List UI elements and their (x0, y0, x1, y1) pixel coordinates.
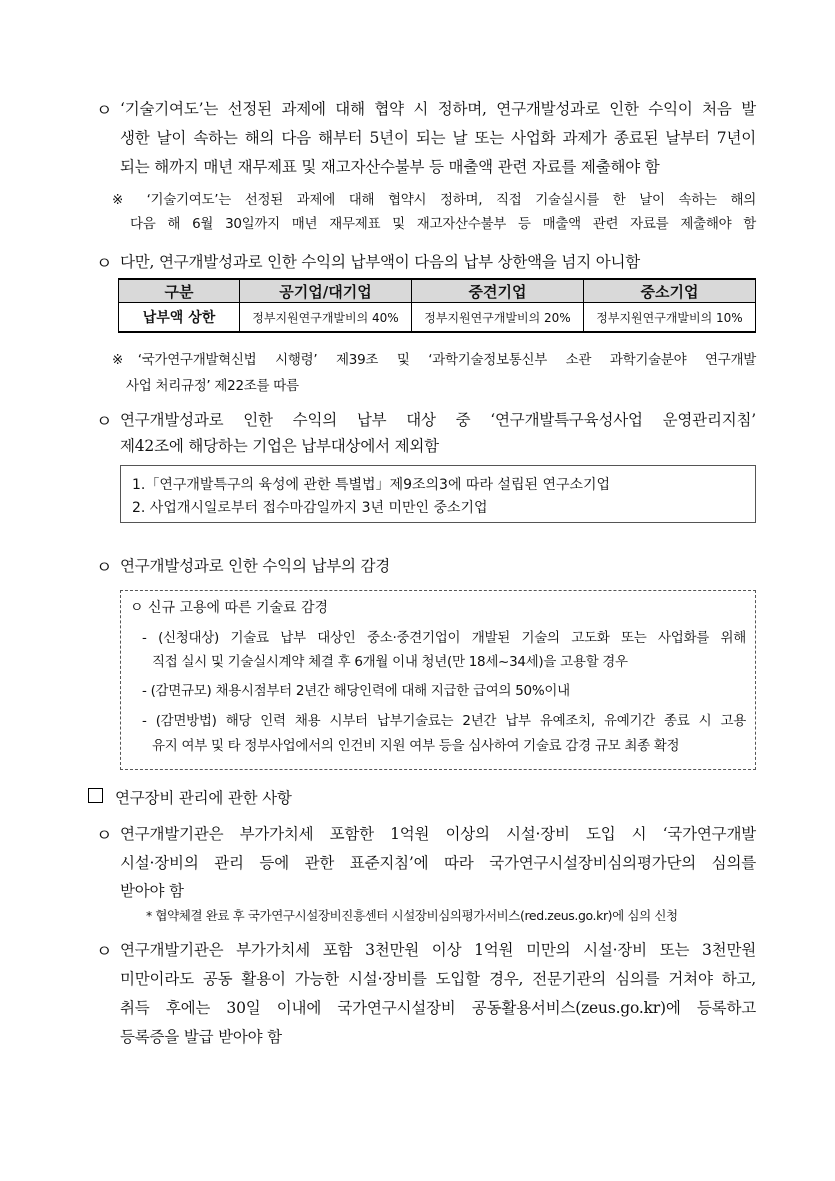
note-line: * 협약체결 완료 후 국가연구시설장비진흥센터 시설장비심의평가서비스(red.zeus.go.kr)에 심의 신청 (146, 908, 678, 923)
bullet-marker: ㅇ (96, 254, 113, 274)
table-cell: 정부지원연구개발비의 20% (412, 303, 584, 333)
paragraph-line: 제42조에 해당하는 기업은 납부대상에서 제외함 (120, 437, 439, 455)
paragraph-line: 연구개발기관은 부가가치세 포함 3천만원 이상 1억원 미만의 시설·장비 또는 3천만원 (120, 941, 756, 959)
paragraph-line: 등록증을 발급 받아야 함 (120, 1028, 282, 1046)
payment-cap-table (118, 278, 756, 333)
paragraph-line: 연구개발성과로 인한 수익의 납부 대상 중 ‘연구개발특구육성사업 운영관리지침’ (120, 411, 756, 429)
reduction-item: - (감면방법) 해당 인력 채용 시부터 납부기술료는 2년간 납부 유예조치, 유예기간 종료 시 고용 (142, 713, 746, 729)
reduction-item: 직접 실시 및 기술실시계약 체결 후 6개월 이내 청년(만 18세~34세)을 고용할 경우 (152, 654, 628, 670)
table-header: 중견기업 (412, 279, 584, 303)
table-header: 공기업/대기업 (240, 279, 412, 303)
checkbox-square-icon (88, 788, 103, 803)
note-line: ※ ‘기술기여도’는 선정된 과제에 대해 협약시 정하며, 직접 기술실시를 한 날이 속하는 해의 (112, 192, 756, 208)
table-cell: 정부지원연구개발비의 10% (584, 303, 756, 333)
bullet-marker: ㅇ (96, 412, 113, 432)
exemption-item: 2. 사업개시일로부터 접수마감일까지 3년 미만인 중소기업 (132, 500, 488, 516)
paragraph-line: 연구개발기관은 부가가치세 포함한 1억원 이상의 시설·장비 도입 시 ‘국가연구개발 (120, 825, 756, 843)
reduction-item: - (신청대상) 기술료 납부 대상인 중소·중견기업이 개발된 기술의 고도화 또는 사업화를 위해 (142, 630, 746, 646)
reduction-title: ㅇ 신규 고용에 따른 기술료 감경 (130, 600, 329, 616)
note-line: 다음 해 6월 30일까지 매년 재무제표 및 재고자산수불부 등 매출액 관련 자료를 제출해야 함 (130, 216, 756, 232)
paragraph-line: 받아야 함 (120, 882, 184, 900)
note-line: ※‘국가연구개발혁신법 시행령’ 제39조 및 ‘과학기술정보통신부 소관 과학기술분야 연구개발 (112, 352, 756, 368)
bullet-marker: ㅇ (96, 942, 113, 962)
paragraph-line: 시설·장비의 관리 등에 관한 표준지침’에 따라 국가연구시설장비심의평가단의 심의를 (120, 854, 756, 872)
paragraph-line: 미만이라도 공동 활용이 가능한 시설·장비를 도입할 경우, 전문기관의 심의를 거쳐야 하고, (120, 970, 756, 988)
paragraph-line: 취득 후에는 30일 이내에 국가연구시설장비 공동활용서비스(zeus.go.kr)에 등록하고 (120, 999, 756, 1017)
paragraph-line: 연구개발성과로 인한 수익의 납부의 감경 (120, 557, 391, 575)
table-cell: 정부지원연구개발비의 40% (240, 303, 412, 333)
bullet-marker: ㅇ (96, 558, 113, 578)
reduction-item: 유지 여부 및 타 정부사업에서의 인건비 지원 여부 등을 심사하여 기술료 감경 규모 최종 확정 (152, 738, 680, 754)
paragraph-line: ‘기술기여도’는 선정된 과제에 대해 협약 시 정하며, 연구개발성과로 인한 수익이 처음 발 (120, 100, 756, 118)
table-header: 중소기업 (584, 279, 756, 303)
reduction-item: - (감면규모) 채용시점부터 2년간 해당인력에 대해 지급한 급여의 50%이내 (142, 683, 570, 699)
table-header: 구분 (119, 279, 240, 303)
note-line: 사업 처리규정’ 제22조를 따름 (126, 378, 299, 394)
paragraph-line: 되는 해까지 매년 재무제표 및 재고자산수불부 등 매출액 관련 자료를 제출해야 함 (120, 158, 660, 176)
table-row-label: 납부액 상한 (119, 303, 240, 333)
exemption-item: 1.「연구개발특구의 육성에 관한 특별법」제9조의3에 따라 설립된 연구소기업 (132, 477, 611, 493)
paragraph-line: 다만, 연구개발성과로 인한 수익의 납부액이 다음의 납부 상한액을 넘지 아니함 (120, 253, 641, 271)
section-heading: 연구장비 관리에 관한 사항 (115, 789, 292, 807)
bullet-marker: ㅇ (96, 826, 113, 846)
bullet-marker: ㅇ (96, 101, 113, 121)
paragraph-line: 생한 날이 속하는 해의 다음 해부터 5년이 되는 날 또는 사업화 과제가 종료된 날부터 7년이 (120, 129, 756, 147)
